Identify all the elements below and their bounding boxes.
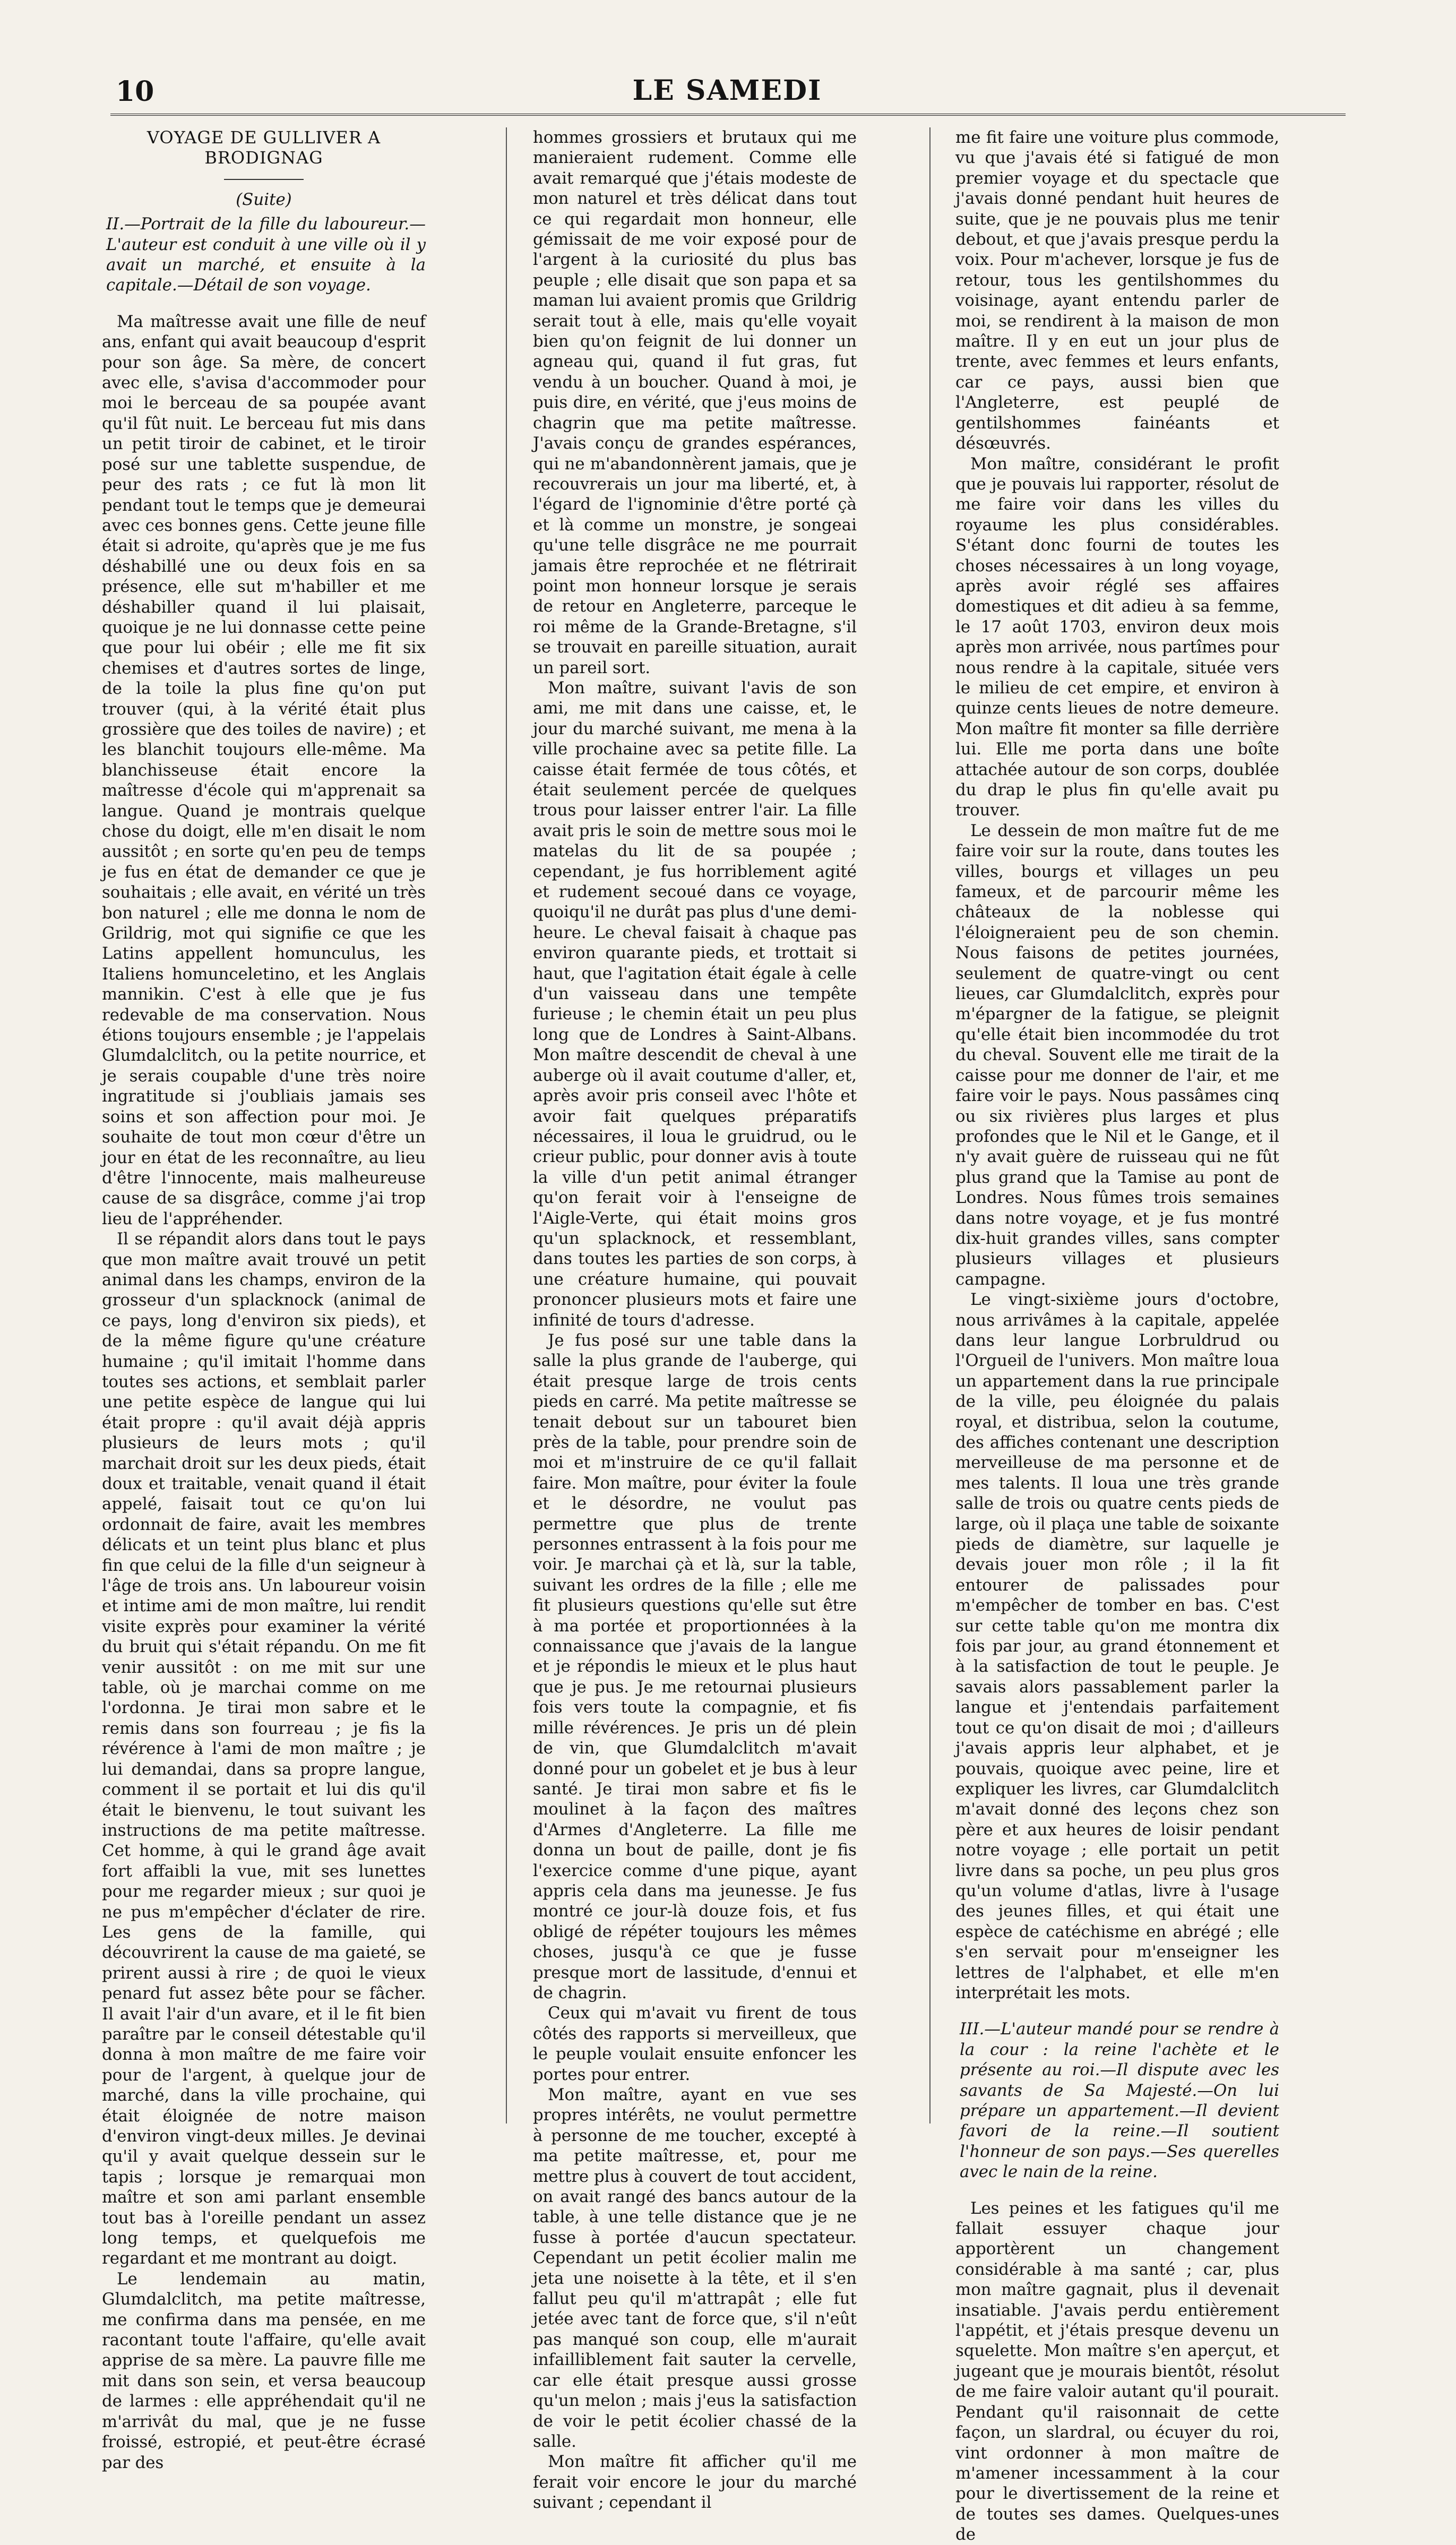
page-number: 10 (116, 75, 154, 108)
title-rule (224, 179, 304, 180)
paragraph: Mon maître, ayant en vue ses propres intérêts, ne voulut permettre à personne de me toucher, excepté à ma petite maîtresse, et, pour me mettre plus à couvert de tout accident, on avait rangé des bancs autour de la table, à une telle distance que je ne fusse à portée d'aucun spectateur. Cependant un petit écolier malin me jeta une noisette à la tête, et il s'en fallut peu qu'il m'attrapât ; elle fut jetée avec tant de force que, s'il n'eût pas manqué son coup, elle m'aurait infailliblement fait sauter la cervelle, car elle était presque aussi grosse qu'un melon ; mais j'eus la satisfaction de voir le petit écolier chassé de la salle. (533, 2085, 857, 2451)
chapter-summary: II.—Portrait de la fille du laboureur.—L'auteur est conduit à une ville où il y avait un marché, et ensuite à la capitale.—Détail de son voyage. (106, 214, 426, 295)
paragraph: Le lendemain au matin, Glumdalclitch, ma petite maîtresse, me confirma dans ma pensée, en me racontant toute l'affaire, qu'elle avait apprise de sa mère. La pauvre fille me mit dans son sein, et versa beaucoup de larmes : elle appréhendait qu'il ne m'arrivât du mal, que je ne fusse froissé, estropié, et peut-être écrasé par des (102, 2269, 426, 2472)
column-1 (102, 127, 426, 2473)
paragraph: Ceux qui m'avait vu firent de tous côtés des rapports si merveilleux, que le peuple voulait ensuite enfoncer les portes pour entrer. (533, 2004, 857, 2084)
paragraph: Mon maître, considérant le profit que je pouvais lui rapporter, résolut de me faire voir dans les villes du royaume les plus considérables. S'étant donc fourni de toutes les choses nécessaires à un long voyage, après avoir réglé ses affaires domestiques et dit adieu à sa femme, le 17 août 1703, environ deux mois après mon arrivée, nous partîmes pour nous rendre à la capitale, située vers le milieu de cet empire, et environ à quinze cents lieues de notre demeure. Mon maître fit monter sa fille derrière lui. Elle me porta dans une boîte attachée autour de son corps, doublée du drap le plus fin qu'elle avait pu trouver. (955, 454, 1279, 820)
paragraph: me fit faire une voiture plus commode, vu que j'avais été si fatigué de mon premier voyage et du spectacle que j'avais donné pendant huit heures de suite, que je ne pouvais plus me tenir debout, et que j'avais presque perdu la voix. Pour m'achever, lorsque je fus de retour, tous les gentilshommes du voisinage, ayant entendu parler de moi, se rendirent à la maison de mon maître. Il y en eut un jour plus de trente, avec femmes et leurs enfants, car ce pays, aussi bien que l'Angleterre, est peuplé de gentilshommes fainéants et désœuvrés. (955, 128, 1279, 453)
article-title: VOYAGE DE GULLIVER A BRODIGNAG (147, 127, 381, 168)
paragraph: Mon maître fit afficher qu'il me ferait voir encore le jour du marché suivant ; cependant il (533, 2452, 857, 2513)
suite-label: (Suite) (236, 190, 292, 209)
paragraph: Le vingt-sixième jours d'octobre, nous arrivâmes à la capitale, appelée dans leur langue Lorbruldrud ou l'Orgueil de l'univers. Mon maître loua un appartement dans la rue principale de la ville, peu éloignée du palais royal, et distribua, selon la coutume, des affiches contenant une description merveilleuse de ma personne et de mes talents. Il loua une très grande salle de trois ou quatre cents pieds de large, où il plaça une table de soixante pieds de diamètre, sur laquelle je devais jouer mon rôle ; il la fit entourer de palissades pour m'empêcher de tomber en bas. C'est sur cette table qu'on me montra dix fois par jour, au grand étonnement et à la satisfaction de tout le peuple. Je savais alors passablement parler la langue et j'entendais parfaitement tout ce qu'on disait de moi ; d'ailleurs j'avais appris leur alphabet, et je pouvais, quoique avec peine, lire et expliquer les livres, car Glumdalclitch m'avait donné des leçons chez son père et aux heures de loisir pendant notre voyage ; elle portait un petit livre dans sa poche, un peu plus gros qu'un volume d'atlas, livre à l'usage des jeunes filles, et qui était une espèce de catéchisme en abrégé ; elle s'en servait pour m'enseigner les lettres de l'alphabet, et elle m'en interprétait les mots. (955, 1290, 1279, 2002)
chapter-summary: III.—L'auteur mandé pour se rendre à la cour : la reine l'achète et le présente au roi.—Il dispute avec les savants de Sa Majesté.—On lui prépare un appartement.—Il devient favori de la reine.—Il soutient l'honneur de son pays.—Ses querelles avec le nain de la reine. (960, 2019, 1279, 2182)
header-rule (110, 114, 1346, 116)
paragraph: Il se répandit alors dans tout le pays que mon maître avait trouvé un petit animal dans les champs, environ de la grosseur d'un splacknock (animal de ce pays, long d'environ six pieds), et de la même figure qu'une créature humaine ; qu'il imitait l'homme dans toutes ses actions, et semblait parler une petite espèce de langue qui lui était propre : qu'il avait déjà appris plusieurs de leurs mots ; qu'il marchait droit sur les deux pieds, était doux et traitable, venait quand il était appelé, faisait tout ce qu'on lui ordonnait de faire, avait les membres délicats et un teint plus blanc et plus fin que celui de la fille d'un seigneur à l'âge de trois ans. Un laboureur voisin et intime ami de mon maître, lui rendit visite exprès pour examiner la vérité du bruit qui s'était répandu. On me fit venir aussitôt : on me mit sur une table, où je marchai comme on me l'ordonna. Je tirai mon sabre et le remis dans son fourreau ; je fis la révérence à l'ami de mon maître ; je lui demandai, dans sa propre langue, comment il se portait et lui dis qu'il était le bienvenu, le tout suivant les instructions de ma petite maîtresse. Cet homme, à qui le grand âge avait fort affaibli la vue, mit ses lunettes pour me regarder mieux ; sur quoi je ne pus m'empêcher d'éclater de rire. Les gens de la famille, qui découvrirent la cause de ma gaieté, se prirent aussi à rire ; de quoi le vieux penard fut assez bête pour se fâcher. Il avait l'air d'un avare, et il le fit bien paraître par le conseil détestable qu'il donna à mon maître de me faire voir pour de l'argent, à quelque jour de marché, dans la ville prochaine, qui était éloignée de notre maison d'environ vingt-deux milles. Je devinai qu'il y avait quelque dessein sur le tapis ; lorsque je remarquai mon maître et son ami parlant ensemble tout bas à l'oreille pendant un assez long temps, et quelquefois me regardant et me montrant au doigt. (102, 1229, 426, 2268)
paragraph: hommes grossiers et brutaux qui me manieraient rudement. Comme elle avait remarqué que j'étais modeste de mon naturel et très délicat dans tout ce qui regardait mon honneur, elle gémissait de me voir exposé pour de l'argent à la curiosité du plus bas peuple ; elle disait que son papa et sa maman lui avaient promis que Grildrig serait tout à elle, mais qu'elle voyait bien qu'on feignit de lui donner un agneau qui, quand il fut gras, fut vendu à un boucher. Quand à moi, je puis dire, en vérité, que j'eus moins de chagrin que ma petite maîtresse. J'avais conçu de grandes espérances, qui ne m'abandonnèrent jamais, que je recouvrerais un jour ma liberté, et, à l'égard de l'ignominie d'être porté çà et là comme un monstre, je songeai qu'une telle disgrâce ne me pourrait jamais être reprochée et ne flétrirait point mon honneur lorsque je serais de retour en Angleterre, parceque le roi même de la Grande-Bretagne, s'il se trouvait en pareille situation, aurait un pareil sort. (533, 128, 857, 677)
column-3 (955, 127, 1279, 2545)
column-divider (506, 127, 507, 2123)
paragraph: Ma maîtresse avait une fille de neuf ans, enfant qui avait beaucoup d'esprit pour son âge. Sa mère, de concert avec elle, s'avisa d'accommoder pour moi le berceau de sa poupée avant qu'il fût nuit. Le berceau fut mis dans un petit tiroir de cabinet, et le tiroir posé sur une tablette suspendue, de peur des rats ; ce fut là mon lit pendant tout le temps que je demeurai avec ces bonnes gens. Cette jeune fille était si adroite, qu'après que je me fus déshabillé une ou deux fois en sa présence, elle sut m'habiller et me déshabiller quand il lui plaisait, quoique je ne lui donnasse cette peine que pour lui obéir ; elle me fit six chemises et d'autres sortes de linge, de la toile la plus fine qu'on put trouver (qui, à la vérité était plus grossière que des toiles de navire) ; et les blanchit toujours elle-même. Ma blanchisseuse était encore la maîtresse d'école qui m'apprenait sa langue. Quand je montrais quelque chose du doigt, elle m'en disait le nom aussitôt ; en sorte qu'en peu de temps je fus en état de demander ce que je souhaitais ; elle avait, en vérité un très bon naturel ; elle me donna le nom de Grildrig, mot qui signifie ce que les Latins appellent homunculus, les Italiens homunceletino, et les Anglais mannikin. C'est à elle que je fus redevable de ma conservation. Nous étions toujours ensemble ; je l'appelais Glumdalclitch, ou la petite nourrice, et je serais coupable d'une très noire ingratitude si j'oubliais jamais ses soins et son affection pour moi. Je souhaite de tout mon cœur d'être un jour en état de les reconnaître, au lieu d'être l'innocente, mais malheureuse cause de sa disgrâce, comme j'ai trop lieu de l'appréhender. (102, 312, 426, 1228)
journal-title: LE SAMEDI (632, 74, 822, 107)
paragraph: Les peines et les fatigues qu'il me fallait essuyer chaque jour apportèrent un changement considérable à ma santé ; car, plus mon maître gagnait, plus il devenait insatiable. J'avais perdu entièrement l'appétit, et j'étais presque devenu un squelette. Mon maître s'en aperçut, et jugeant que je mourais bientôt, résolut de me faire valoir autant qu'il pourait. Pendant qu'il raisonnait de cette façon, un slardral, ou écuyer du roi, vint ordonner à mon maître de m'amener incessamment à la cour pour le divertissement de la reine et de toutes ses dames. Quelques-unes de (955, 2198, 1279, 2544)
paragraph: Je fus posé sur une table dans la salle la plus grande de l'auberge, qui était presque large de trois cents pieds en carré. Ma petite maîtresse se tenait debout sur un tabouret bien près de la table, pour prendre soin de moi et m'instruire de ce qu'il fallait faire. Mon maître, pour éviter la foule et le désordre, ne voulut pas permettre que plus de trente personnes entrassent à la fois pour me voir. Je marchai çà et là, sur la table, suivant les ordres de la fille ; elle me fit plusieurs questions qu'elle sut être à ma portée et proportionnées à la connaissance que j'avais de la langue et je répondis le mieux et le plus haut que je pus. Je me retournai plusieurs fois vers toute la compagnie, et fis mille révérences. Je pris un dé plein de vin, que Glumdalclitch m'avait donné pour un gobelet et je bus à leur santé. Je tirai mon sabre et fis le moulinet à la façon des maîtres d'Armes d'Angleterre. La fille me donna un bout de paille, dont je fis l'exercice comme d'une pique, ayant appris cela dans ma jeunesse. Je fus montré ce jour-là douze fois, et fus obligé de répéter toujours les mêmes choses, jusqu'à ce que je fusse presque mort de lassitude, d'ennui et de chagrin. (533, 1330, 857, 2002)
paragraph: Mon maître, suivant l'avis de son ami, me mit dans une caisse, et, le jour du marché suivant, me mena à la ville prochaine avec sa petite fille. La caisse était fermée de tous côtés, et était seulement percée de quelques trous pour laisser entrer l'air. La fille avait pris le soin de mettre sous moi le matelas du lit de sa poupée ; cependant, je fus horriblement agité et rudement secoué dans ce voyage, quoiqu'il ne durât pas plus d'une demi-heure. Le cheval faisait à chaque pas environ quarante pieds, et trottait si haut, que l'agitation était égale à celle d'un vaisseau dans une tempête furieuse ; le chemin était un peu plus long que de Londres à Saint-Albans. Mon maître descendit de cheval à une auberge où il avait coutume d'aller, et, après avoir pris conseil avec l'hôte et avoir fait quelques préparatifs nécessaires, il loua le gruidrud, ou le crieur public, pour donner avis à toute la ville d'un petit animal étranger qu'on ferait voir à l'enseigne de l'Aigle-Verte, qui était moins gros qu'un splacknock, et ressemblant, dans toutes les parties de son corps, à une créature humaine, qui pouvait prononcer plusieurs mots et faire une infinité de tours d'adresse. (533, 678, 857, 1330)
paragraph: Le dessein de mon maître fut de me faire voir sur la route, dans toutes les villes, bourgs et villages un peu fameux, et de parcourir même les châteaux de la noblesse qui l'éloigneraient peu de son chemin. Nous faisons de petites journées, seulement de quatre-vingt ou cent lieues, car Glumdalclitch, exprès pour m'épargner de la fatigue, se pleignit qu'elle était bien incommodée du trot du cheval. Souvent elle me tirait de la caisse pour me donner de l'air, et me faire voir le pays. Nous passâmes cinq ou six rivières plus larges et plus profondes que le Nil et le Gange, et il n'y avait guère de ruisseau qui ne fût plus grand que la Tamise au pont de Londres. Nous fûmes trois semaines dans notre voyage, et je fus montré dix-huit grandes villes, sans compter plusieurs villages et plusieurs campagne. (955, 821, 1279, 1289)
column-divider (929, 127, 931, 2123)
column-2 (533, 127, 857, 2513)
